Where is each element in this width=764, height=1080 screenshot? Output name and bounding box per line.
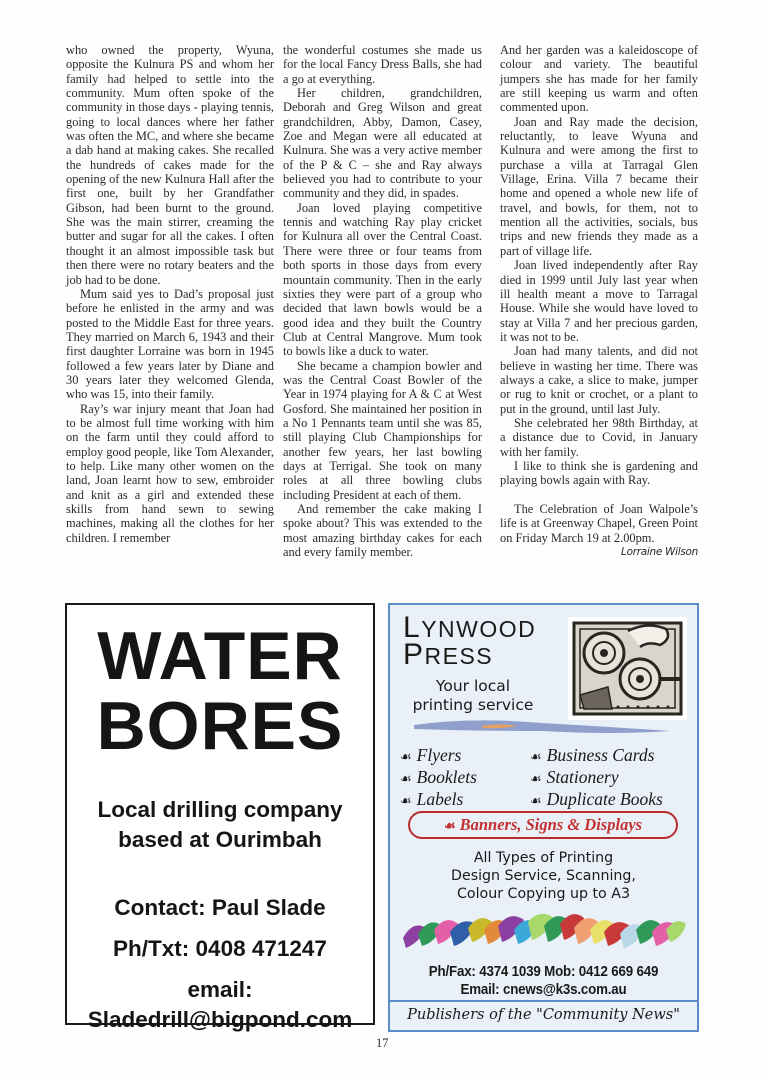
article-column-1 — [66, 43, 274, 545]
title-cap: P — [403, 638, 425, 671]
paragraph: Joan loved playing competitive tennis and watching Ray play cricket for Kulnura all over the Central Coast. There were three or four teams from both sports in those days from every mountain community. Then in the early sixties they were part of a group who decided that lawn bowls would be a good idea and they built the Country Club at Central Mangrove. Mum took to bowls like a duck to water. — [283, 200, 482, 359]
article-column-2 — [283, 43, 482, 559]
ad-logo-title — [403, 611, 537, 671]
service-label: Booklets — [416, 767, 477, 787]
ad-contact — [402, 963, 684, 999]
tagline-line: Your local — [435, 677, 511, 695]
author-signature: Lorraine Wilson — [621, 546, 698, 559]
ad-info — [390, 849, 697, 903]
title-cap: L — [403, 611, 422, 644]
paragraph: Joan had many talents, and did not believe in wasting her time. There was always a cake, a slice to make, jumper or rug to knit or crochet, or a plant to put in the ground, until last July. — [500, 344, 698, 416]
fleuron-bullet-icon: ☙ — [400, 749, 412, 764]
ad-email: Email: cnews@k3s.com.au — [460, 982, 627, 998]
service-label: Stationery — [546, 767, 619, 787]
water-bores-ad — [65, 603, 375, 1032]
ad-subtitle: Local drilling company — [97, 797, 343, 822]
paragraph: Her children, grandchildren, Deborah and Greg Wilson and great grandchildren, Abby, Damon, Casey, Zoe and Megan were all educated at Kulnura. She was a very active member of the P & C – she and Ray always believed you had to contribute to your community and they did, in spades. — [283, 86, 482, 201]
info-line: Design Service, Scanning, — [451, 868, 636, 884]
ad-email-label: email: — [187, 977, 253, 1002]
service-item — [530, 767, 663, 789]
paragraph: the wonderful costumes she made us for the local Fancy Dress Balls, she had a go at everything. — [283, 43, 482, 86]
ad-headline: WATER — [97, 618, 343, 694]
paragraph: who owned the property, Wyuna, opposite the Kulnura PS and whom her family had helped to settle into the community. Mum often spoke of the community in those days - playing tennis, going to local dances where her father was often the MC, and where she became a dab hand at making cakes. She recalled the hundreds of cakes made for the opening of the new Kulnura Hall after the first one, built by her Grandfather Gibson, had been burnt to the ground. She was the main stirrer, creaming the butter and sugar for all the cakes. I often thought it an almost impossible task but then there were no rotary beaters and the job had to be done. — [66, 43, 274, 287]
services-list-right — [530, 745, 663, 811]
service-label: Labels — [416, 789, 464, 809]
ad-headline: BORES — [96, 688, 344, 764]
paragraph: Mum said yes to Dad’s proposal just before he enlisted in the army and was posted to the Middle East for three years. They married on March 6, 1943 and their first daughter Lorraine was born in 1945 followed a few years later by Diane and 30 years later they welcomed Glenda, who was 15, into their family. — [66, 286, 274, 402]
paragraph: Ray’s war injury meant that Joan had to be almost full time working with him on the farm until they could afford to employ good people, like Tom Alexander, to help. Like many other women on the land, Joan learnt how to sew, embroider and knit as a girl and extended these skills from hand sewn to sewing machines, making all the clothes for her children. I remember — [66, 401, 274, 545]
service-item — [400, 767, 477, 789]
fleuron-bullet-icon: ☙ — [530, 749, 542, 764]
fleuron-bullet-icon: ☙ — [400, 793, 412, 808]
title-rest: RESS — [424, 643, 494, 669]
paragraph: Joan and Ray made the decision, reluctantly, to leave Wyuna and Kulnura and were among the first to purchase a villa at Tarragal Glen Village, Erina. Villa 7 became their home and opened a whole new life of travel, and bowls, for them, not to mention all the activities, socials, bus trips and new friends they made as a part of village life. — [500, 114, 698, 258]
paragraph: She celebrated her 98th Birthday, at a distance due to Covid, in January with her family. — [500, 415, 698, 459]
info-line: Colour Copying up to A3 — [457, 886, 630, 902]
printing-press-icon — [568, 617, 687, 720]
divider — [390, 1000, 697, 1002]
fleuron-bullet-icon: ☙ — [530, 793, 542, 808]
paragraph: And remember the cake making I spoke about? This was extended to the most amazing birthday cakes for each and every family member. — [283, 502, 482, 560]
colour-feathers-decoration — [398, 908, 688, 958]
service-item — [400, 789, 477, 811]
service-item — [530, 789, 663, 811]
tagline-line: printing service — [412, 696, 534, 714]
service-item — [530, 745, 663, 767]
lynwood-press-ad — [388, 603, 699, 1032]
paragraph: Joan lived independently after Ray died in 1999 until July last year when ill health meant a move to Tarragal House. While she would have loved to stay at Villa 7 and her precious garden, it was not to be. — [500, 258, 698, 344]
services-banner — [408, 811, 678, 839]
ad-tagline — [398, 677, 548, 715]
article-column-3 — [500, 43, 698, 559]
service-label: Business Cards — [546, 745, 655, 765]
paragraph: I like to think she is gardening and playing bowls again with Ray. — [500, 458, 698, 488]
page-number: 17 — [376, 1036, 389, 1050]
paragraph: The Celebration of Joan Walpole’s life is at Greenway Chapel, Green Point on Friday March 19 at 2.00pm. — [500, 502, 698, 545]
ad-phone: Ph/Fax: 4374 1039 Mob: 0412 669 649 — [428, 964, 659, 980]
title-rest: YNWOOD — [421, 616, 537, 642]
fleuron-bullet-icon: ☙ — [530, 771, 542, 786]
fleuron-bullet-icon: ☙ — [400, 771, 412, 786]
ad-subtitle: based at Ourimbah — [118, 827, 322, 852]
ad-phone: Ph/Txt: 0408 471247 — [113, 936, 327, 961]
ad-contact: Contact: Paul Slade — [114, 895, 326, 920]
fleuron-bullet-icon: ☙ — [443, 818, 456, 833]
brush-swoosh-decoration — [412, 717, 674, 737]
ad-publisher-line: Publishers of the "Community News" — [407, 1007, 680, 1023]
paragraph: She became a champion bowler and was the Central Coast Bowler of the Year in 1974 playing for A & C at West Gosford. She maintained her position in a No 1 Pennants team until she was 85, still playing Club Championships for another few years, her last bowling days at Terrigal. She took on many roles at all three bowling clubs including President at each of them. — [283, 358, 482, 502]
service-label: Flyers — [416, 745, 462, 765]
services-list-left — [400, 745, 477, 811]
banner-label: Banners, Signs & Displays — [459, 815, 643, 834]
paragraph: And her garden was a kaleidoscope of colour and variety. The beautiful jumpers she has made for her family are still keeping us warm and often commented upon. — [500, 43, 698, 115]
service-label: Duplicate Books — [546, 789, 663, 809]
ad-email: Sladedrill@bigpond.com — [87, 1007, 353, 1032]
service-item — [400, 745, 477, 767]
info-line: All Types of Printing — [473, 850, 614, 866]
